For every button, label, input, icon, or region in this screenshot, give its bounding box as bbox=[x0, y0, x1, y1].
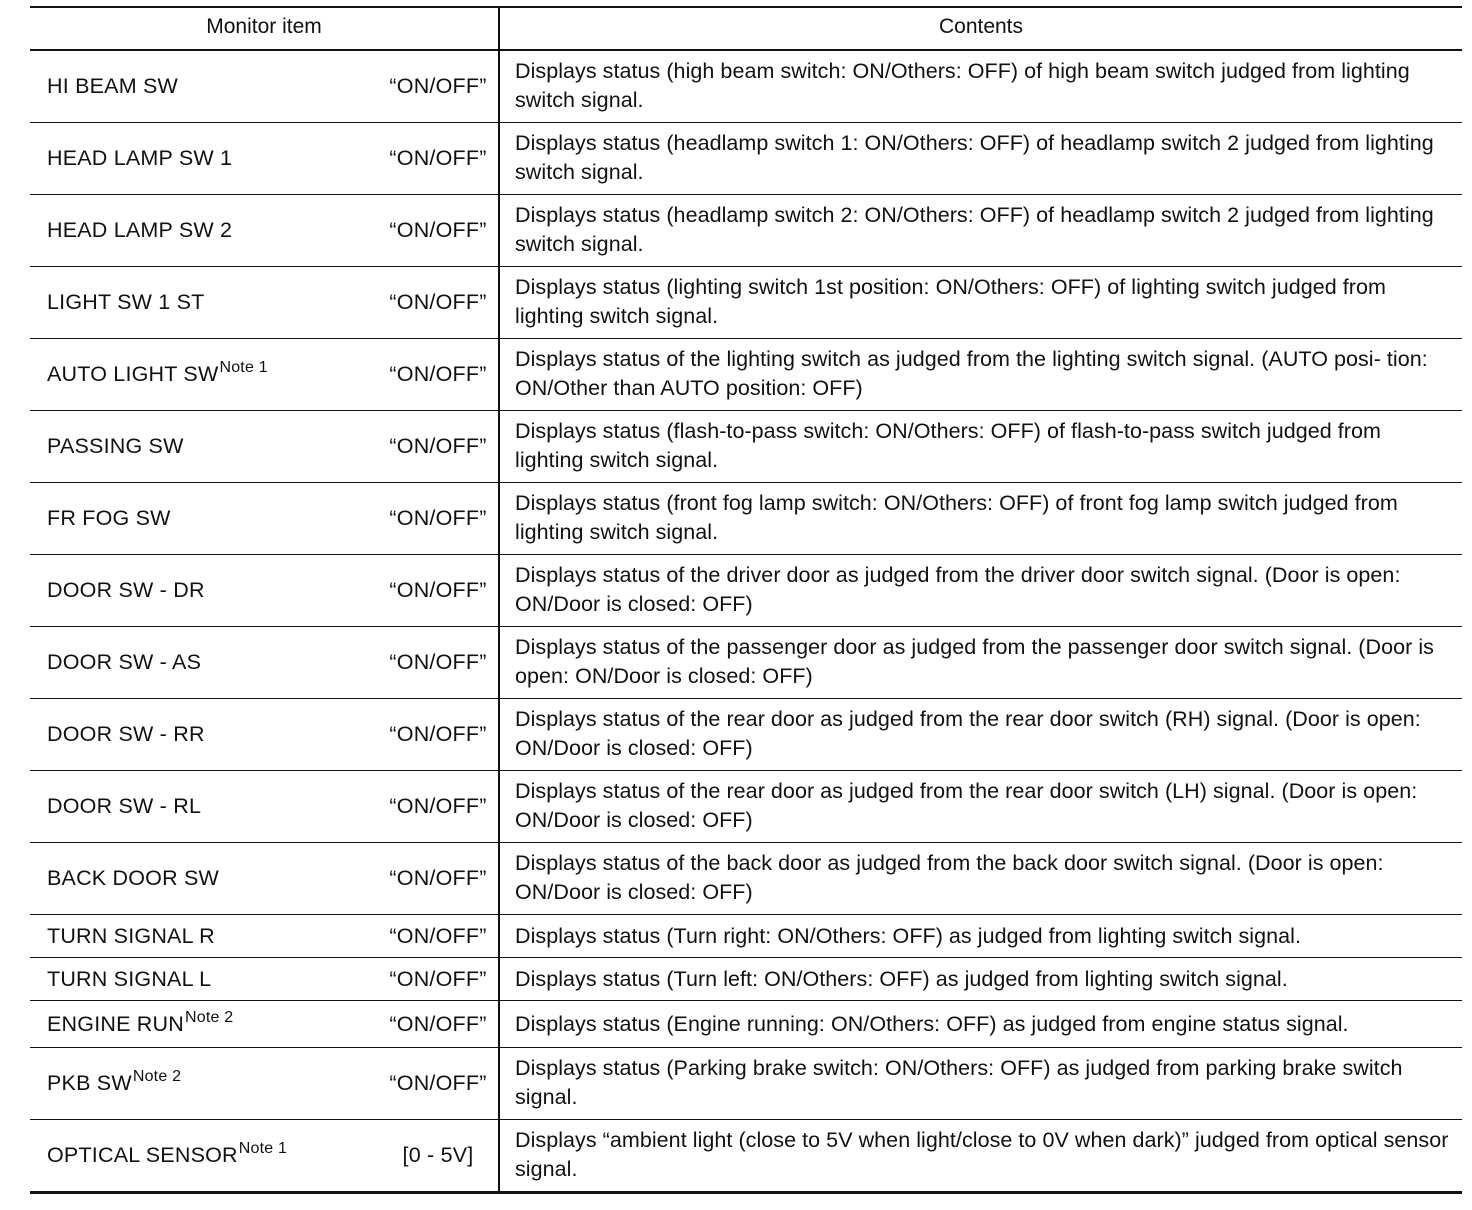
item-value: “ON/OFF” bbox=[389, 578, 487, 602]
item-value: “ON/OFF” bbox=[389, 722, 487, 746]
item-name: LIGHT SW 1 ST bbox=[47, 290, 205, 314]
item-value: “ON/OFF” bbox=[389, 290, 487, 314]
note-superscript: Note 2 bbox=[132, 1068, 182, 1085]
monitor-item-cell bbox=[30, 483, 498, 554]
item-name: PKB $SW^{Note 2}$ bbox=[47, 1068, 182, 1095]
item-name: ENGINE $RUN^{Note 2}$ bbox=[47, 1008, 234, 1036]
contents-cell: Displays status of the passenger door as judged from the passenger door switch signal. (Door is open: ON/Door is closed: OFF) bbox=[498, 627, 1462, 698]
item-value: “ON/OFF” bbox=[389, 1011, 487, 1036]
item-name: PASSING SW bbox=[47, 434, 184, 458]
contents-cell: Displays status of the lighting switch as judged from the lighting switch signal. (AUTO posi- tion: ON/Other than AUTO position: OFF) bbox=[498, 339, 1462, 410]
item-value: “ON/OFF” bbox=[389, 866, 487, 890]
item-name: HEAD LAMP SW 1 bbox=[47, 146, 233, 170]
item-value: “ON/OFF” bbox=[389, 362, 487, 386]
contents-cell: Displays status (flash-to-pass switch: ON/Others: OFF) of flash-to-pass switch judged from lighting switch signal. bbox=[498, 411, 1462, 482]
item-value: [0 - 5V] bbox=[402, 1143, 474, 1167]
table-row bbox=[30, 51, 1462, 123]
contents-cell: Displays status of the back door as judged from the back door switch signal. (Door is open: ON/Door is closed: OFF) bbox=[498, 843, 1462, 914]
monitor-item-cell bbox=[30, 1120, 498, 1191]
item-name: HI BEAM SW bbox=[47, 74, 179, 98]
table-row bbox=[30, 771, 1462, 843]
table-row bbox=[30, 195, 1462, 267]
item-name: AUTO LIGHT $SW^{Note 1}$ bbox=[47, 359, 268, 386]
item-value: “ON/OFF” bbox=[389, 794, 487, 818]
item-value: “ON/OFF” bbox=[389, 506, 487, 530]
monitor-item-cell bbox=[30, 195, 498, 266]
table-row bbox=[30, 1048, 1462, 1120]
note-superscript: Note 2 bbox=[184, 1008, 234, 1026]
monitor-item-cell bbox=[30, 1001, 498, 1047]
monitor-item-cell bbox=[30, 1048, 498, 1119]
table-row bbox=[30, 411, 1462, 483]
contents-cell: Displays status (Engine running: ON/Others: OFF) as judged from engine status signal. bbox=[498, 1001, 1462, 1047]
contents-cell: Displays status (lighting switch 1st position: ON/Others: OFF) of lighting switch judged from lighting switch signal. bbox=[498, 267, 1462, 338]
table-row bbox=[30, 915, 1462, 958]
monitor-item-table bbox=[30, 6, 1462, 1194]
contents-cell: Displays status (headlamp switch 2: ON/Others: OFF) of headlamp switch 2 judged from lighting switch signal. bbox=[498, 195, 1462, 266]
note-superscript: Note 1 bbox=[238, 1140, 288, 1157]
table-header-row bbox=[30, 8, 1462, 51]
note-superscript: Note 1 bbox=[219, 359, 268, 376]
monitor-item-cell bbox=[30, 123, 498, 194]
contents-cell: Displays status (Turn left: ON/Others: OFF) as judged from lighting switch signal. bbox=[498, 958, 1462, 1000]
table-row bbox=[30, 627, 1462, 699]
monitor-item-cell bbox=[30, 915, 498, 957]
item-value: “ON/OFF” bbox=[389, 966, 487, 991]
contents-cell: Displays status (Parking brake switch: ON/Others: OFF) as judged from parking brake switch signal. bbox=[498, 1048, 1462, 1119]
item-name: DOOR SW - DR bbox=[47, 578, 205, 602]
item-name: FR FOG SW bbox=[47, 506, 171, 530]
monitor-item-cell bbox=[30, 411, 498, 482]
item-name: DOOR SW - AS bbox=[47, 650, 202, 674]
monitor-item-cell bbox=[30, 339, 498, 410]
contents-cell: Displays status (Turn right: ON/Others: OFF) as judged from lighting switch signal. bbox=[498, 915, 1462, 957]
table-row bbox=[30, 699, 1462, 771]
item-name: TURN SIGNAL R bbox=[47, 923, 215, 948]
monitor-item-cell bbox=[30, 699, 498, 770]
item-value: “ON/OFF” bbox=[389, 1071, 487, 1095]
contents-cell: Displays status (high beam switch: ON/Others: OFF) of high beam switch judged from lighting switch signal. bbox=[498, 51, 1462, 122]
table-row bbox=[30, 843, 1462, 915]
table-row bbox=[30, 339, 1462, 411]
header-contents: Contents bbox=[498, 8, 1462, 49]
header-monitor-item: Monitor item bbox=[206, 14, 322, 38]
item-name: OPTICAL $SENSOR^{Note 1}$ bbox=[47, 1140, 288, 1167]
table-row bbox=[30, 267, 1462, 339]
item-name: DOOR SW - RL bbox=[47, 794, 202, 818]
table-row bbox=[30, 123, 1462, 195]
table-row bbox=[30, 1001, 1462, 1048]
contents-cell: Displays status of the rear door as judged from the rear door switch (LH) signal. (Door is open: ON/Door is closed: OFF) bbox=[498, 771, 1462, 842]
monitor-item-cell bbox=[30, 843, 498, 914]
item-value: “ON/OFF” bbox=[389, 923, 487, 948]
item-value: “ON/OFF” bbox=[389, 146, 487, 170]
monitor-item-cell bbox=[30, 958, 498, 1000]
item-name: BACK DOOR SW bbox=[47, 866, 220, 890]
table-row bbox=[30, 958, 1462, 1001]
item-name: HEAD LAMP SW 2 bbox=[47, 218, 233, 242]
contents-cell: Displays status (front fog lamp switch: ON/Others: OFF) of front fog lamp switch judged from lighting switch signal. bbox=[498, 483, 1462, 554]
monitor-item-cell bbox=[30, 627, 498, 698]
item-name: DOOR SW - RR bbox=[47, 722, 205, 746]
table-row bbox=[30, 483, 1462, 555]
contents-cell: Displays status of the driver door as judged from the driver door switch signal. (Door is open: ON/Door is closed: OFF) bbox=[498, 555, 1462, 626]
monitor-item-cell bbox=[30, 267, 498, 338]
table-row bbox=[30, 555, 1462, 627]
table-row bbox=[30, 1120, 1462, 1191]
contents-cell: Displays status of the rear door as judged from the rear door switch (RH) signal. (Door is open: ON/Door is closed: OFF) bbox=[498, 699, 1462, 770]
contents-cell: Displays “ambient light (close to 5V when light/close to 0V when dark)” judged from optical sensor signal. bbox=[498, 1120, 1462, 1191]
monitor-item-cell bbox=[30, 771, 498, 842]
item-value: “ON/OFF” bbox=[389, 650, 487, 674]
item-value: “ON/OFF” bbox=[389, 74, 487, 98]
item-value: “ON/OFF” bbox=[389, 434, 487, 458]
contents-cell: Displays status (headlamp switch 1: ON/Others: OFF) of headlamp switch 2 judged from lighting switch signal. bbox=[498, 123, 1462, 194]
monitor-item-cell bbox=[30, 51, 498, 122]
item-name: TURN SIGNAL L bbox=[47, 966, 212, 991]
item-value: “ON/OFF” bbox=[389, 218, 487, 242]
monitor-item-cell bbox=[30, 555, 498, 626]
